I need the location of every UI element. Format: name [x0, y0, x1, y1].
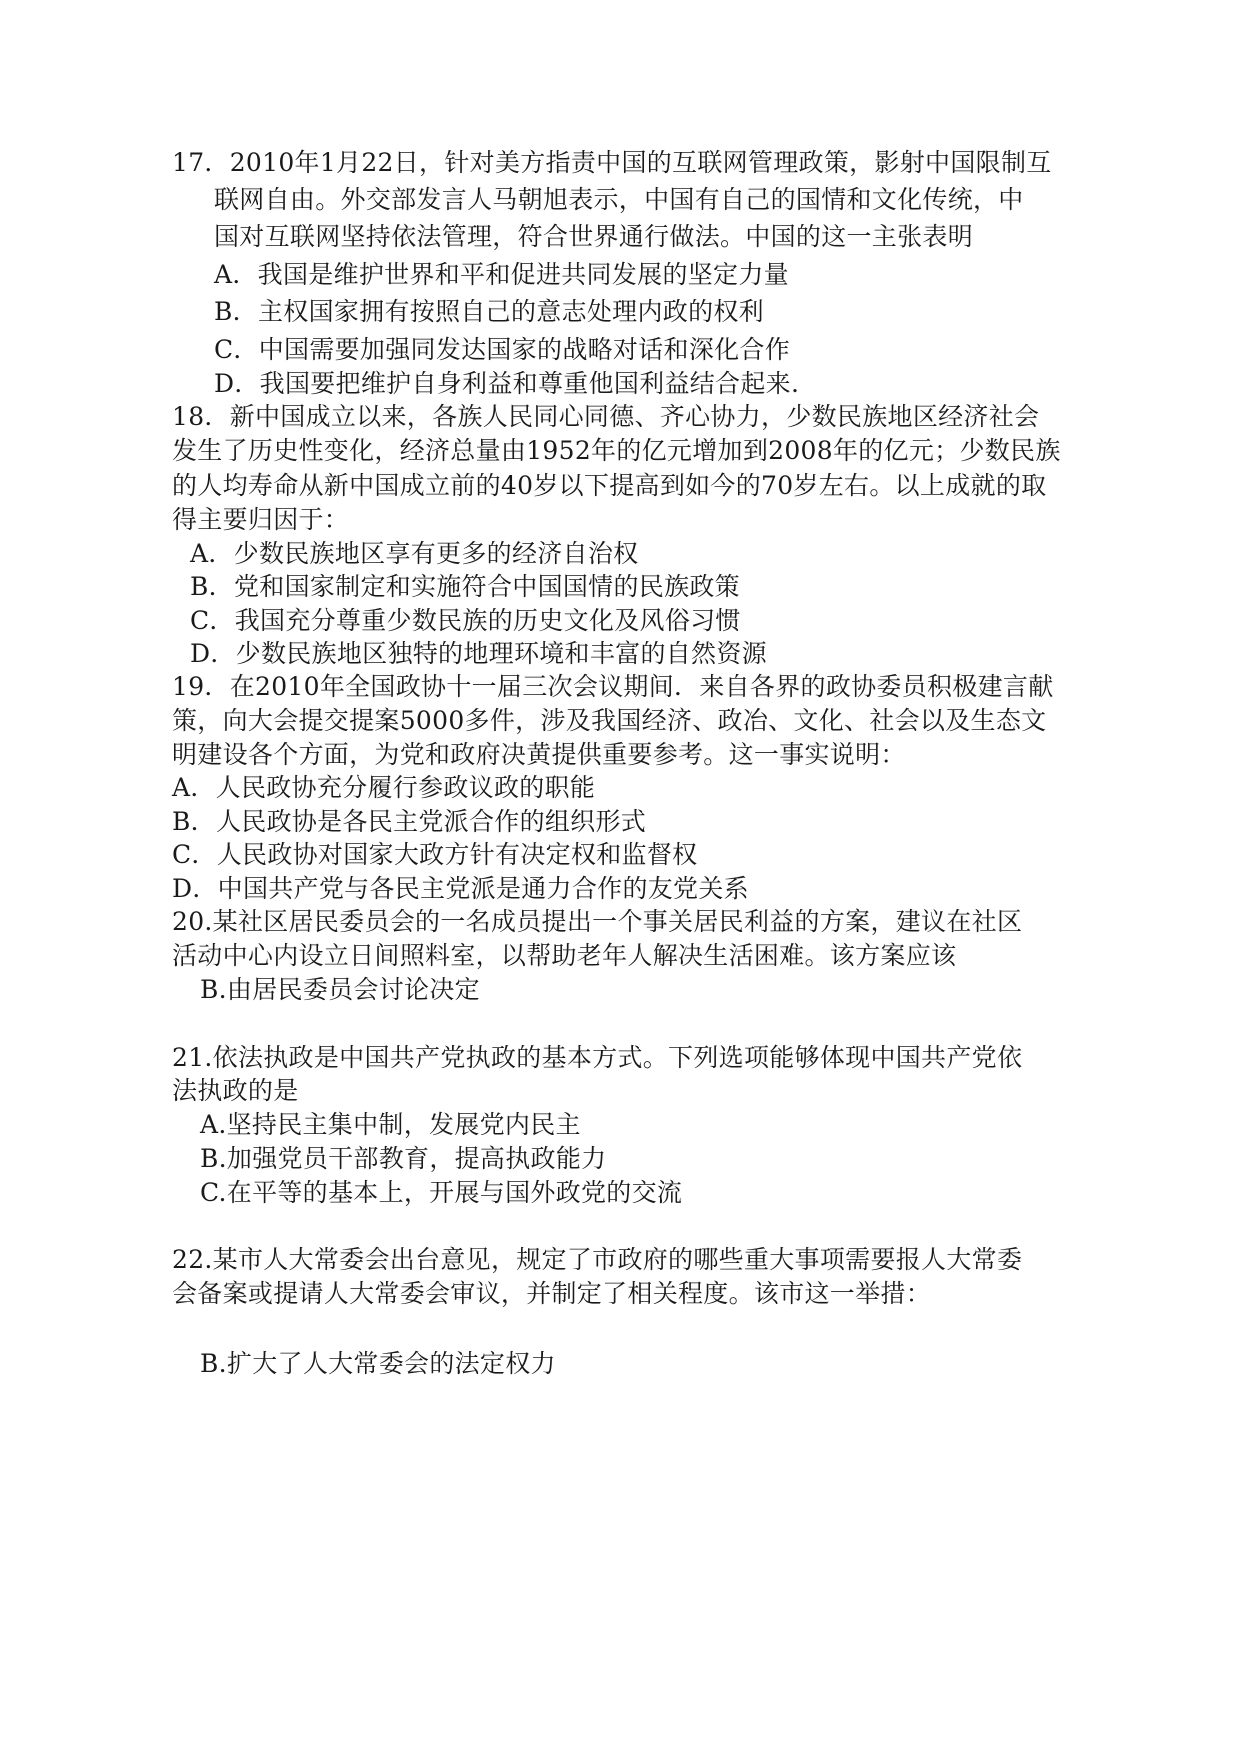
q17-option-b: B．主权国家拥有按照自己的意志处理内政的权利 — [214, 297, 764, 326]
q19-stem-line: 策，向大会提交提案5000多件，涉及我国经济、政冶、文化、社会以及生态文 — [172, 706, 1047, 735]
q18-stem-line: 得主要归因于： — [172, 505, 350, 534]
q20-stem-line: 活动中心内设立日间照料室，以帮助老年人解决生活困难。该方案应该 — [172, 941, 957, 970]
q21-stem-line: 21.依法执政是中国共产党执政的基本方式。下列选项能够体现中国共产党依 — [172, 1043, 1023, 1072]
q18-stem-line: 18．新中国成立以来，各族人民同心同德、齐心协力，少数民族地区经济社会 — [172, 402, 1040, 431]
q19-option-b: B．人民政协是各民主党派合作的组织形式 — [172, 807, 647, 836]
q19-stem-line: 明建设各个方面，为党和政府决黄提供重要参考。这一事实说明： — [172, 740, 906, 769]
q18-stem-line: 的人均寿命从新中国成立前的40岁以下提高到如今的70岁左右。以上成就的取 — [172, 471, 1047, 500]
q19-option-d: D．中国共产党与各民主党派是通力合作的友党关系 — [172, 874, 749, 903]
q18-option-d: D．少数民族地区独特的地理环境和丰富的自然资源 — [190, 639, 767, 668]
q17-option-a: A．我国是维护世界和平和促进共同发展的坚定力量 — [214, 260, 789, 289]
q22-stem-line: 22.某市人大常委会出台意见，规定了市政府的哪些重大事项需要报人大常委 — [172, 1245, 1023, 1274]
q19-option-c: C．人民政协对国家大政方针有决定权和监督权 — [172, 840, 698, 869]
q20-option-b: B.由居民委员会讨论决定 — [200, 975, 480, 1004]
q20-stem-line: 20.某社区居民委员会的一名成员提出一个事关居民利益的方案，建议在社区 — [172, 907, 1023, 936]
q17-option-d: D．我国要把维护自身利益和尊重他国利益结合起来. — [214, 369, 800, 398]
q18-option-a: A．少数民族地区享有更多的经济自治权 — [190, 539, 639, 568]
q21-option-a: A.坚持民主集中制，发展党内民主 — [200, 1110, 581, 1139]
q17-stem-line: 国对互联网坚持依法管理，符合世界通行做法。中国的这一主张表明 — [214, 222, 974, 251]
q19-option-a: A．人民政协充分履行参政议政的职能 — [172, 773, 596, 802]
q18-stem-line: 发生了历史性变化，经济总量由1952年的亿元增加到2008年的亿元；少数民族 — [172, 436, 1061, 465]
q19-stem-line: 19．在2010年全国政协十一届三次会议期间．来自各界的政协委员积极建言献 — [172, 672, 1054, 701]
q21-stem-line: 法执政的是 — [172, 1076, 299, 1105]
q22-stem-line: 会备案或提请人大常委会审议，并制定了相关程度。该市这一举措： — [172, 1279, 932, 1308]
q18-option-b: B．党和国家制定和实施符合中国国情的民族政策 — [190, 572, 740, 601]
q21-option-b: B.加强党员干部教育，提高执政能力 — [200, 1144, 607, 1173]
q17-stem-line: 联网自由。外交部发言人马朝旭表示，中国有自己的国情和文化传统，中 — [214, 185, 1024, 214]
q17-stem-line: 17．2010年1月22日，针对美方指责中国的互联网管理政策，影射中国限制互 — [172, 148, 1052, 177]
q18-option-c: C．我国充分尊重少数民族的历史文化及风俗习惯 — [190, 606, 741, 635]
q22-option-b: B.扩大了人大常委会的法定权力 — [200, 1349, 556, 1378]
q17-option-c: C．中国需要加强同发达国家的战略对话和深化合作 — [214, 335, 791, 364]
q21-option-c: C.在平等的基本上，开展与国外政党的交流 — [200, 1178, 683, 1207]
